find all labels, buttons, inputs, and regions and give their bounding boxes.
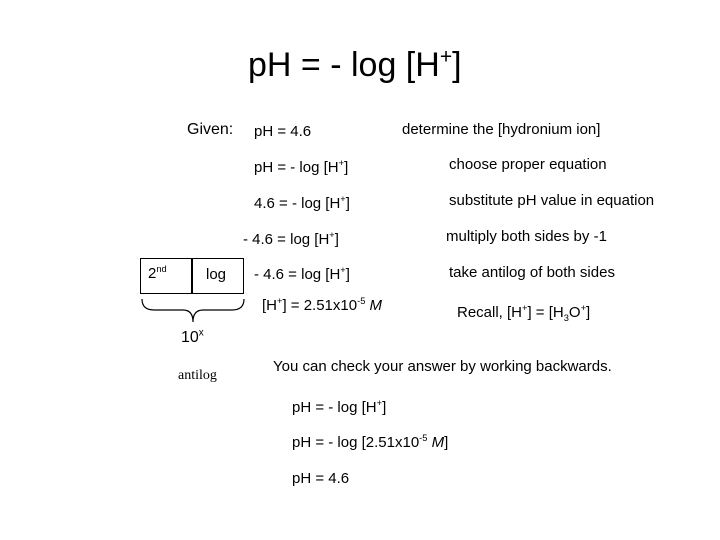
step-3-note: multiply both sides by -1 xyxy=(446,228,607,245)
antilog-label: antilog xyxy=(178,368,217,383)
key-2nd-label: 2nd xyxy=(148,264,167,282)
ten-x-label: 10$^x$ xyxy=(181,327,204,346)
check-line-1: pH = - log [H+] xyxy=(292,398,387,416)
step-2-equation: 4.6 = - log [H+] xyxy=(254,194,350,212)
check-intro: You can check your answer by working backwards. xyxy=(273,358,612,375)
given-goal: determine the [hydronium ion] xyxy=(402,121,601,138)
recall-note: Recall, $[H^+] = [H_3O^+]$ xyxy=(457,303,591,323)
page-title: pH = - log [H+] xyxy=(248,45,462,84)
result-equation: $[H^+] = 2.51x10^{-5}$ M xyxy=(262,296,383,314)
check-line-3: pH = 4.6 xyxy=(292,470,350,487)
given-value: pH = 4.6 xyxy=(254,123,312,140)
step-2-note: substitute pH value in equation xyxy=(449,192,655,209)
step-4-note: take antilog of both sides xyxy=(449,264,615,281)
given-label: Given: xyxy=(187,121,234,138)
step-1-equation: pH = - log [H+] xyxy=(254,158,349,176)
step-1-note: choose proper equation xyxy=(449,156,607,173)
step-4-equation: - 4.6 = log [H+] xyxy=(254,265,350,283)
step-3-equation: - 4.6 = log [H+] xyxy=(243,230,339,248)
key-log-label: log xyxy=(206,266,227,283)
check-line-2: pH = - $\log [2.51x10^{-5}$ M] xyxy=(292,433,449,451)
brace-under-keys xyxy=(138,296,248,326)
